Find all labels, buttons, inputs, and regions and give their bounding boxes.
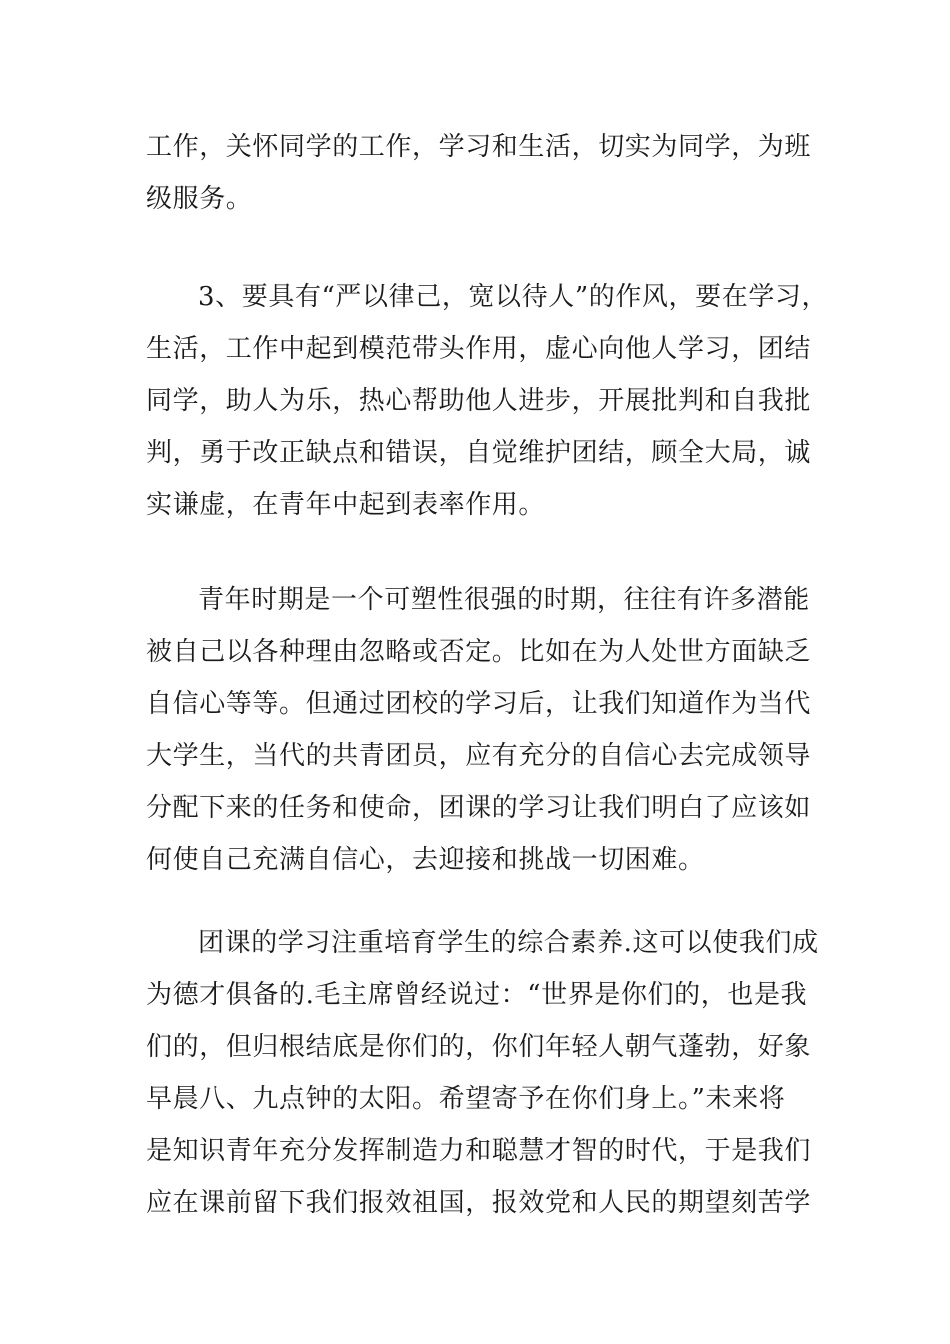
paragraph-2: [146, 271, 829, 531]
paragraph-line: 团课的学习注重培育学生的综合素养.这可以使我们成: [198, 928, 819, 958]
paragraph-line: 实谦虚，在青年中起到表率作用。: [146, 490, 546, 520]
paragraph-line: 同学，助人为乐，热心帮助他人进步，开展批判和自我批: [146, 386, 812, 416]
paragraph-line: 们的，但归根结底是你们的，你们年轻人朝气蓬勃，好象: [146, 1032, 812, 1062]
paragraph-line: 分配下来的任务和使命，团课的学习让我们明白了应该如: [146, 793, 812, 823]
paragraph-line: 判，勇于改正缺点和错误，自觉维护团结，顾全大局，诚: [146, 438, 812, 468]
paragraph-line: 是知识青年充分发挥制造力和聪慧才智的时代，于是我们: [146, 1136, 812, 1166]
paragraph-line: 应在课前留下我们报效祖国，报效党和人民的期望刻苦学: [146, 1188, 812, 1218]
paragraph-line: 自信心等等。但通过团校的学习后，让我们知道作为当代: [146, 689, 812, 719]
paragraph-line: 早晨八、九点钟的太阳。希望寄予在你们身上。”未来将: [146, 1084, 786, 1114]
paragraph-line: 青年时期是一个可塑性很强的时期，往往有许多潜能: [198, 585, 810, 615]
paragraph-line: 生活，工作中起到模范带头作用，虚心向他人学习，团结: [146, 334, 812, 364]
paragraph-line: 工作，关怀同学的工作，学习和生活，切实为同学，为班: [146, 132, 812, 162]
paragraph-1: [146, 121, 816, 225]
paragraph-line: 为德才俱备的.毛主席曾经说过：“世界是你们的，也是我: [146, 980, 808, 1010]
paragraph-line: 被自己以各种理由忽略或否定。比如在为人处世方面缺乏: [146, 637, 812, 667]
paragraph-line: 级服务。: [146, 184, 253, 214]
paragraph-3: [146, 574, 816, 886]
paragraph-line: 大学生，当代的共青团员，应有充分的自信心去完成领导: [146, 741, 812, 771]
paragraph-line: 3、要具有“严以律己，宽以待人”的作风，要在学习，: [198, 282, 829, 312]
paragraph-line: 何使自己充满自信心，去迎接和挑战一切困难。: [146, 845, 705, 875]
paragraph-4: [146, 917, 819, 1229]
